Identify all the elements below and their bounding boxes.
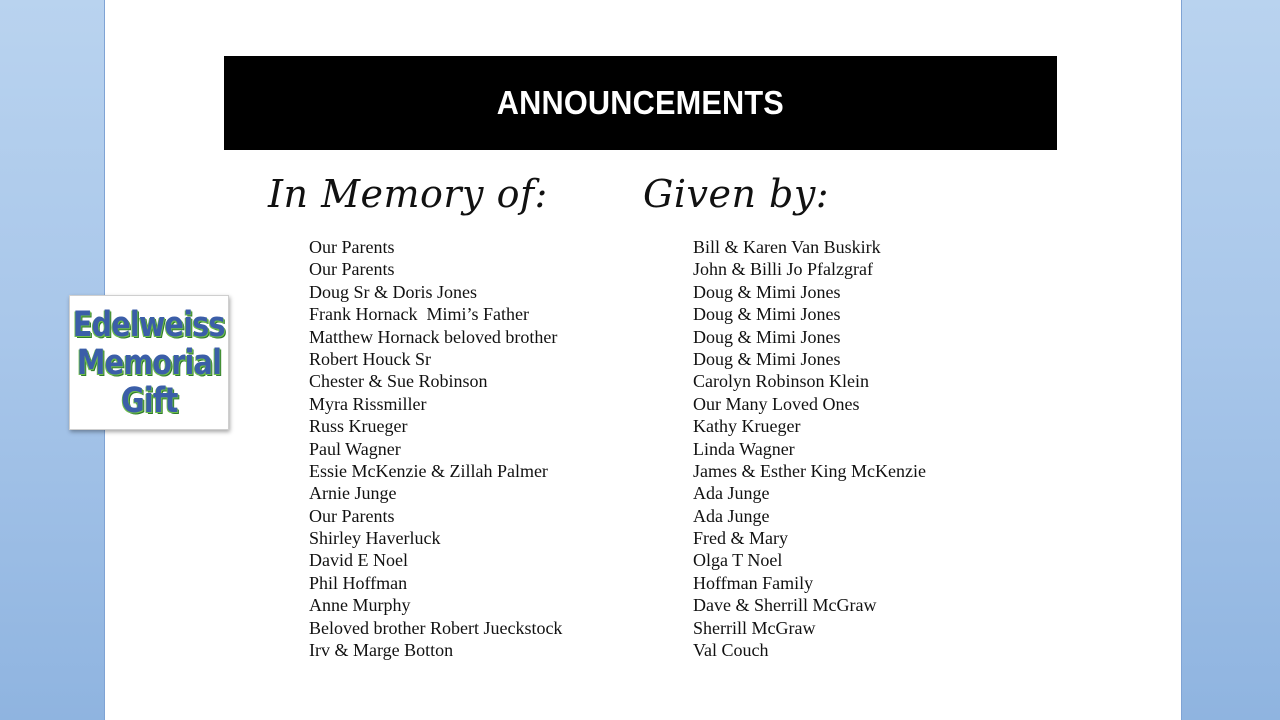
memorial-name: Paul Wagner [309, 438, 401, 459]
donor-name: Dave & Sherrill McGraw [693, 595, 877, 616]
memorial-name: Robert Houck Sr [309, 348, 431, 369]
donor-name: Olga T Noel [693, 550, 783, 571]
page-title: ANNOUNCEMENTS [496, 84, 785, 121]
donor-name: Our Many Loved Ones [693, 393, 860, 414]
memorial-name: Essie McKenzie & Zillah Palmer [309, 460, 548, 481]
donor-name: Doug & Mimi Jones [693, 348, 841, 369]
memorial-name: Shirley Haverluck [309, 528, 441, 549]
donor-name: Fred & Mary [693, 528, 788, 549]
donor-name: James & Esther King McKenzie [693, 460, 926, 481]
logo-line: Memorial [76, 342, 222, 383]
memorial-name: Beloved brother Robert Jueckstock [309, 617, 563, 638]
right-side-band [1181, 0, 1280, 720]
memorial-name: Russ Krueger [309, 416, 408, 437]
donor-name: John & Billi Jo Pfalzgraf [693, 259, 873, 280]
memorial-name: Myra Rissmiller [309, 393, 427, 414]
donor-name: Doug & Mimi Jones [693, 326, 841, 347]
memorial-name: Our Parents [309, 237, 395, 257]
given-by-heading: Given by: [643, 172, 830, 216]
in-memory-heading: In Memory of: [268, 172, 548, 216]
memorial-name: Matthew Hornack beloved brother [309, 326, 558, 347]
donor-name: Ada Junge [693, 505, 770, 526]
in-memory-list [309, 236, 562, 661]
donor-name: Ada Junge [693, 483, 770, 504]
donor-name: Sherrill McGraw [693, 617, 816, 638]
memorial-name: Our Parents [309, 259, 395, 280]
donor-name: Bill & Karen Van Buskirk [693, 237, 881, 257]
memorial-name: David E Noel [309, 550, 408, 571]
memorial-name: Anne Murphy [309, 595, 411, 616]
donor-name: Carolyn Robinson Klein [693, 371, 869, 392]
donor-name: Doug & Mimi Jones [693, 304, 841, 325]
logo-line: Gift [120, 380, 178, 421]
donor-name: Kathy Krueger [693, 416, 801, 437]
donor-name: Linda Wagner [693, 438, 795, 459]
memorial-name: Arnie Junge [309, 483, 397, 504]
donor-name: Hoffman Family [693, 572, 814, 593]
donor-name: Doug & Mimi Jones [693, 281, 841, 302]
memorial-name: Our Parents [309, 505, 395, 526]
memorial-name: Irv & Marge Botton [309, 640, 454, 661]
given-by-list [693, 236, 926, 661]
memorial-name: Frank Hornack Mimi’s Father [309, 304, 529, 325]
donor-name: Val Couch [693, 640, 769, 661]
title-banner [224, 56, 1057, 150]
memorial-name: Chester & Sue Robinson [309, 371, 488, 392]
logo-line: Edelweiss [72, 304, 226, 345]
edelweiss-memorial-gift-logo [69, 295, 229, 430]
memorial-name: Phil Hoffman [309, 572, 408, 593]
memorial-name: Doug Sr & Doris Jones [309, 281, 478, 302]
